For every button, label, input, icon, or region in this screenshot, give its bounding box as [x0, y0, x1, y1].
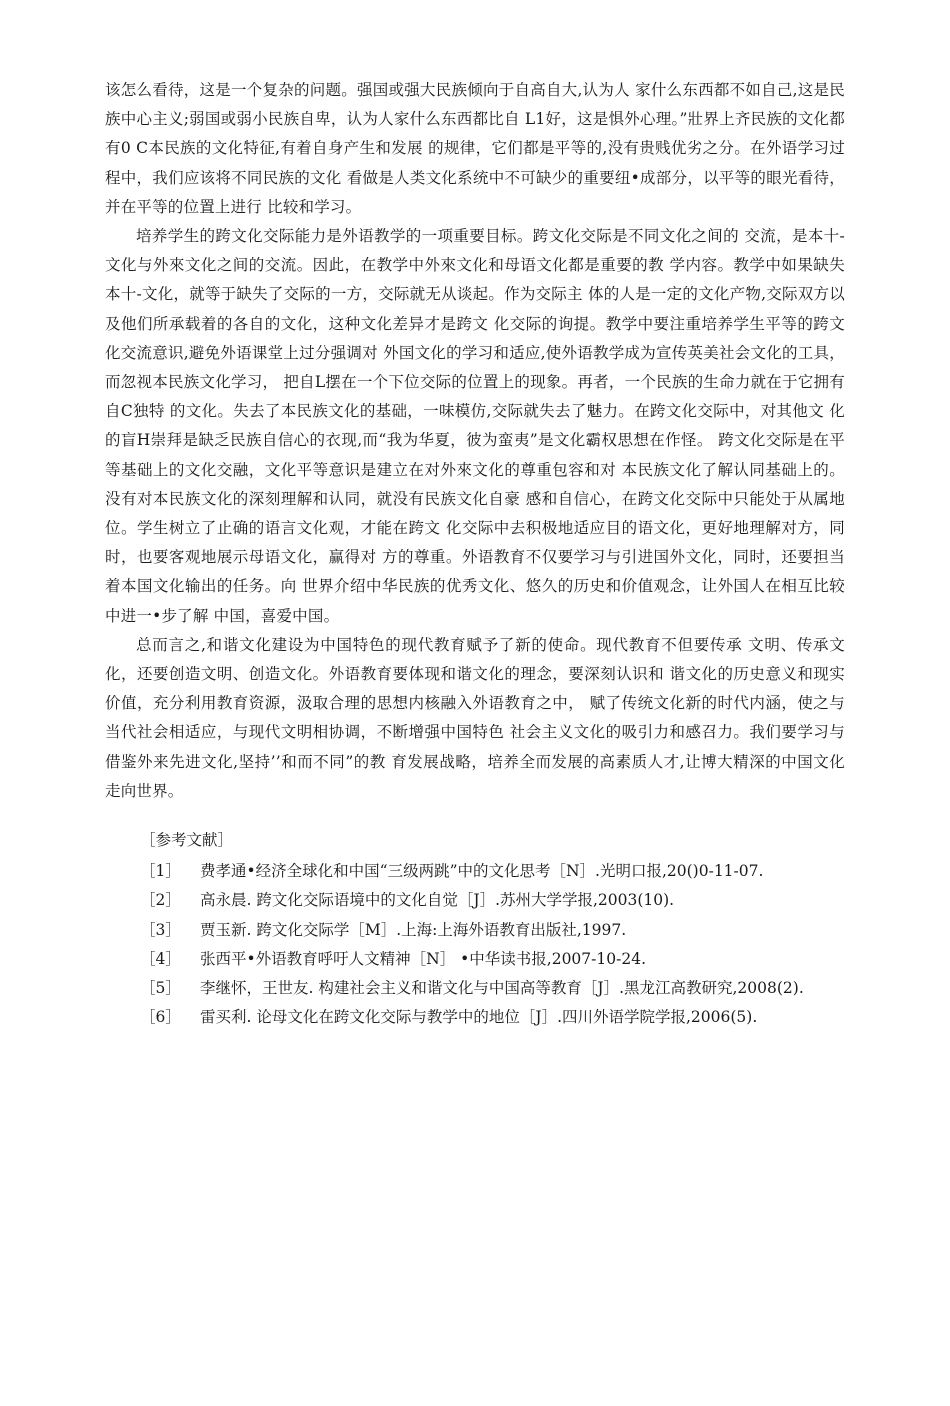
- article-body: [105, 76, 845, 806]
- reference-text: 张西平•外语教育呼吁人文精神［N］ •中华读书报,2007-10-24.: [200, 949, 646, 968]
- reference-text: 贾玉新. 跨文化交际学［M］.上海:上海外语教育出版社,1997.: [200, 920, 627, 939]
- reference-text: 费孝通•经济全球化和中国“三级两跳”中的文化思考［N］.光明口报,20()0-11-07.: [200, 862, 764, 881]
- reference-number: ［1］: [140, 862, 181, 881]
- reference-item: [140, 974, 860, 1003]
- reference-item: [140, 886, 860, 915]
- reference-item: [140, 945, 860, 974]
- reference-item: [140, 857, 860, 886]
- reference-text: 李继怀，王世友. 构建社会主义和谐文化与中国高等教育［J］.黑龙江高教研究,2008(2).: [200, 979, 804, 998]
- reference-number: ［4］: [140, 949, 181, 968]
- reference-item: [140, 1003, 860, 1032]
- paragraph: 总而言之,和谐文化建设为中国特色的现代教育赋予了新的使命。现代教育不但要传承 文明、传承文化，还要创造文明、创造文化。外语教育要体现和谐文化的理念，要深刻认识和 谐文化的历史意义和现实价值，充分利用教育资源，汲取合理的思想内核融入外语教育之中， 赋了传统文化新的时代内涵，使之与当代社会相适应，与现代文明相协调，不断增强中国特色 社会主义文化的吸引力和感召力。我们要学习与借鉴外来先进文化,坚持’’和而不同”的教 育发展战略，培养全而发展的高素质人才,让博大精深的中国文化走向世界。: [105, 635, 845, 800]
- reference-text: 雷买利. 论母文化在跨文化交际与教学中的地位［J］.四川外语学院学报,2006(5).: [200, 1008, 758, 1027]
- reference-item: [140, 916, 860, 945]
- reference-number: ［6］: [140, 1008, 181, 1027]
- reference-number: ［3］: [140, 920, 181, 939]
- reference-number: ［2］: [140, 891, 181, 910]
- paragraph: 培养学生的跨文化交际能力是外语教学的一项重要目标。跨文化交际是不同文化之间的 交流，是本十-文化与外來文化之间的交流。因此，在教学中外來文化和母语文化都是重要的教 学内容。教学中如果缺失本十-文化，就等于缺失了交际的一方，交际就无从谈起。作为交际主 体的人是一定的文化产物,交际双方以及他们所承载着的各自的文化，这种文化差异才是跨文 化交际的询提。教学中要注重培养学生平等的跨文化交流意识,避免外语课堂上过分强调对 外国文化的学习和适应,使外语教学成为宣传英美社会文化的工具，而忽视本民族文化学习， 把自L摆在一个下位交际的位置上的现象。再者，一个民族的生命力就在于它拥有自C独特 的文化。失去了本民族文化的基础，一味模仿,交际就失去了魅力。在跨文化交际中，对其他文 化的盲H崇拜是缺乏民族自信心的衣现,而“我为华夏，彼为蛮夷”是文化霸权思想在作怪。 跨文化交际是在平等基础上的文化交融，文化平等意识是建立在对外來文化的尊重包容和对 本民族文化了解认同基础上的。没有对本民族文化的深刻理解和认同，就没有民族文化自豪 感和自信心，在跨文化交际中只能处于从属地位。学生树立了止确的语言文化观，才能在跨文 化交际中去积极地适应目的语文化，更好地理解对方，同时，也要客观地展示母语文化，赢得对 方的尊重。外语教育不仅要学习与引进国外文化，同时，还要担当着本国文化输出的任务。向 世界介绍中华民族的优秀文化、悠久的历史和价值观念，让外国人在相互比较中进一•步了解 中国，喜爱中国。: [105, 227, 845, 625]
- references-heading: ［参考文献］: [140, 831, 234, 849]
- paragraph: 该怎么看待，这是一个复杂的问题。强国或强大民族倾向于自高自大,认为人 家什么东西都不如自己,这是民族中心主义;弱国或弱小民族自卑，认为人家什么东西都比自 L1好，这是惧外心理。”壯界上齐民族的文化都有0 C本民族的文化特征,有着自身产生和发展 的规律，它们都是平等的,没有贵贱优劣之分。在外语学习过程中，我们应该将不同民族的文化 看做是人类文化系统中不可缺少的重要纽•成部分，以平等的眼光看待，并在平等的位置上进行 比较和学习。: [105, 81, 845, 216]
- reference-number: ［5］: [140, 979, 181, 998]
- reference-list: [140, 857, 860, 1032]
- reference-text: 高永晨. 跨文化交际语境中的文化自觉［J］.苏州大学学报,2003(10).: [200, 891, 675, 910]
- references-section: [140, 826, 860, 1032]
